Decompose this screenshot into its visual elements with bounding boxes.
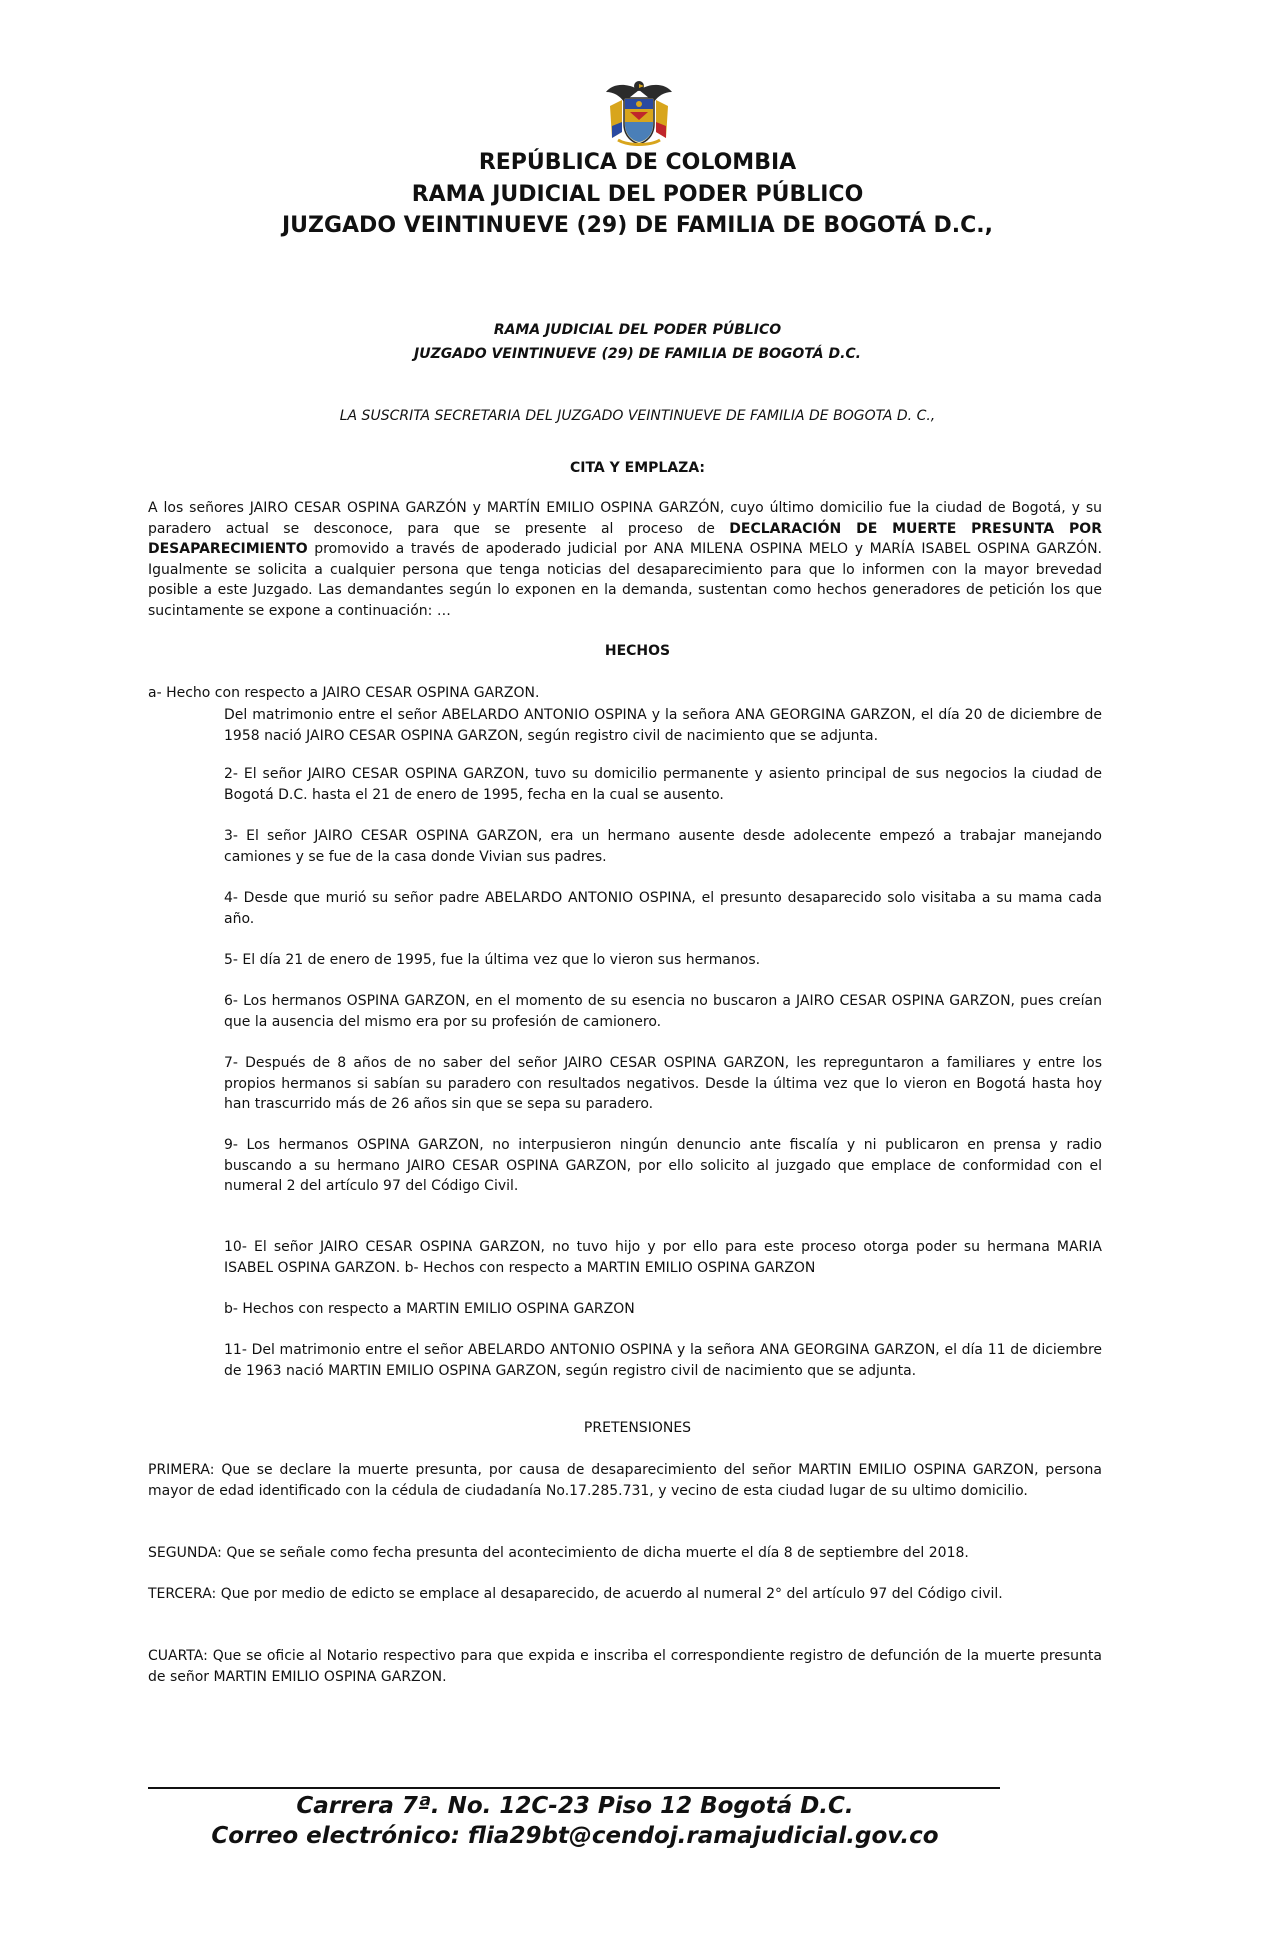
header-line-1: REPÚBLICA DE COLOMBIA (478, 150, 797, 175)
header-line-2: RAMA JUDICIAL DEL PODER PÚBLICO (411, 182, 864, 207)
intro-paragraph (148, 498, 1102, 621)
intro-text-1: A los señores JAIRO CESAR OSPINA GARZÓN y MARTÍN EMILIO OSPINA GARZÓN, cuyo último domicilio fue la ciudad de Bogotá, y su paradero actual se desconoce, para que se presente al proceso de (148, 500, 1102, 537)
intro-text-2: promovido a través de apoderado judicial por ANA MILENA OSPINA MELO y MARÍA ISABEL OSPINA GARZÓN. Igualmente se solicita a cualquier persona que tenga noticias del desaparecimiento para que lo informen con la mayor brevedad posible a este Juzgado. Las demandantes según lo exponen en la demanda, sustentan como hechos generadores de petición los que sucintamente se expone a continuación: … (148, 541, 1102, 619)
hecho-11: 11- Del matrimonio entre el señor ABELARDO ANTONIO OSPINA y la señora ANA GEORGINA GARZON, el día 11 de diciembre de 1963 nació MARTIN EMILIO OSPINA GARZON, según registro civil de nacimiento que se adjunta. (224, 1342, 1102, 1379)
hechos-a-line: a- Hecho con respecto a JAIRO CESAR OSPINA GARZON. (148, 685, 540, 701)
hecho-6: 6- Los hermanos OSPINA GARZON, en el momento de su esencia no buscaron a JAIRO CESAR OSPINA GARZON, pues creían que la ausencia del mismo era por su profesión de camionero. (224, 993, 1102, 1030)
pretension-cuarta: CUARTA: Que se oficie al Notario respectivo para que expida e inscriba el correspondiente registro de defunción de la muerte presunta de señor MARTIN EMILIO OSPINA GARZON. (148, 1648, 1102, 1685)
hecho-2: 2- El señor JAIRO CESAR OSPINA GARZON, tuvo su domicilio permanente y asiento principal de sus negocios la ciudad de Bogotá D.C. hasta el 21 de enero de 1995, fecha en la cual se ausento. (224, 766, 1102, 803)
colombia-coat-of-arms-icon (604, 76, 674, 148)
subheader-line-2: JUZGADO VEINTINUEVE (29) DE FAMILIA DE BOGOTÁ D.C. (414, 346, 861, 362)
hecho-4: 4- Desde que murió su señor padre ABELARDO ANTONIO OSPINA, el presunto desaparecido solo visitaba a su mama cada año. (224, 890, 1102, 927)
hecho-9: 9- Los hermanos OSPINA GARZON, no interpusieron ningún denuncio ante fiscalía y ni publicaron en prensa y radio buscando a su hermano JAIRO CESAR OSPINA GARZON, por ello solicito al juzgado que emplace de conformidad con el numeral 2 del artículo 97 del Código Civil. (224, 1137, 1102, 1194)
cita-heading: CITA Y EMPLAZA: (569, 460, 706, 476)
footer-divider (148, 1787, 1000, 1789)
pretension-segunda: SEGUNDA: Que se señale como fecha presunta del acontecimiento de dicha muerte el día 8 de septiembre del 2018. (148, 1545, 969, 1561)
hecho-1: Del matrimonio entre el señor ABELARDO ANTONIO OSPINA y la señora ANA GEORGINA GARZON, el día 20 de diciembre de 1958 nació JAIRO CESAR OSPINA GARZON, según registro civil de nacimiento que se adjunta. (224, 707, 1102, 744)
subheader-line-1: RAMA JUDICIAL DEL PODER PÚBLICO (493, 322, 782, 338)
pretension-tercera: TERCERA: Que por medio de edicto se emplace al desaparecido, de acuerdo al numeral 2° del artículo 97 del Código civil. (148, 1586, 1003, 1602)
pretensiones-heading: PRETENSIONES (583, 1420, 692, 1436)
hecho-3: 3- El señor JAIRO CESAR OSPINA GARZON, era un hermano ausente desde adolecente empezó a trabajar manejando camiones y se fue de la casa donde Vivian sus padres. (224, 828, 1102, 865)
header-line-3: JUZGADO VEINTINUEVE (29) DE FAMILIA DE BOGOTÁ D.C., (281, 213, 994, 238)
hecho-7: 7- Después de 8 años de no saber del señor JAIRO CESAR OSPINA GARZON, les repreguntaron a familiares y entre los propios hermanos si sabían su paradero con resultados negativos. Desde la última vez que lo vieron en Bogotá hasta hoy han trascurrido más de 26 años sin que se sepa su paradero. (224, 1055, 1102, 1112)
pretension-primera: PRIMERA: Que se declare la muerte presunta, por causa de desaparecimiento del señor MARTIN EMILIO OSPINA GARZON, persona mayor de edad identificado con la cédula de ciudadanía No.17.285.731, y vecino de esta ciudad lugar de su ultimo domicilio. (148, 1462, 1102, 1499)
hechos-heading: HECHOS (604, 643, 671, 659)
hecho-5: 5- El día 21 de enero de 1995, fue la última vez que lo vieron sus hermanos. (224, 952, 761, 968)
footer-email: Correo electrónico: flia29bt@cendoj.ramajudicial.gov.co (211, 1823, 939, 1849)
secretary-line: LA SUSCRITA SECRETARIA DEL JUZGADO VEINTINUEVE DE FAMILIA DE BOGOTA D. C., (339, 408, 936, 424)
hechos-b-line: b- Hechos con respecto a MARTIN EMILIO OSPINA GARZON (224, 1301, 635, 1317)
footer-address: Carrera 7ª. No. 12C-23 Piso 12 Bogotá D.C. (296, 1793, 854, 1819)
hecho-10: 10- El señor JAIRO CESAR OSPINA GARZON, no tuvo hijo y por ello para este proceso otorga poder su hermana MARIA ISABEL OSPINA GARZON. b- Hechos con respecto a MARTIN EMILIO OSPINA GARZON (224, 1239, 1102, 1276)
intro-bold-text: DECLARACIÓN DE MUERTE PRESUNTA POR DESAPARECIMIENTO (148, 520, 1102, 557)
